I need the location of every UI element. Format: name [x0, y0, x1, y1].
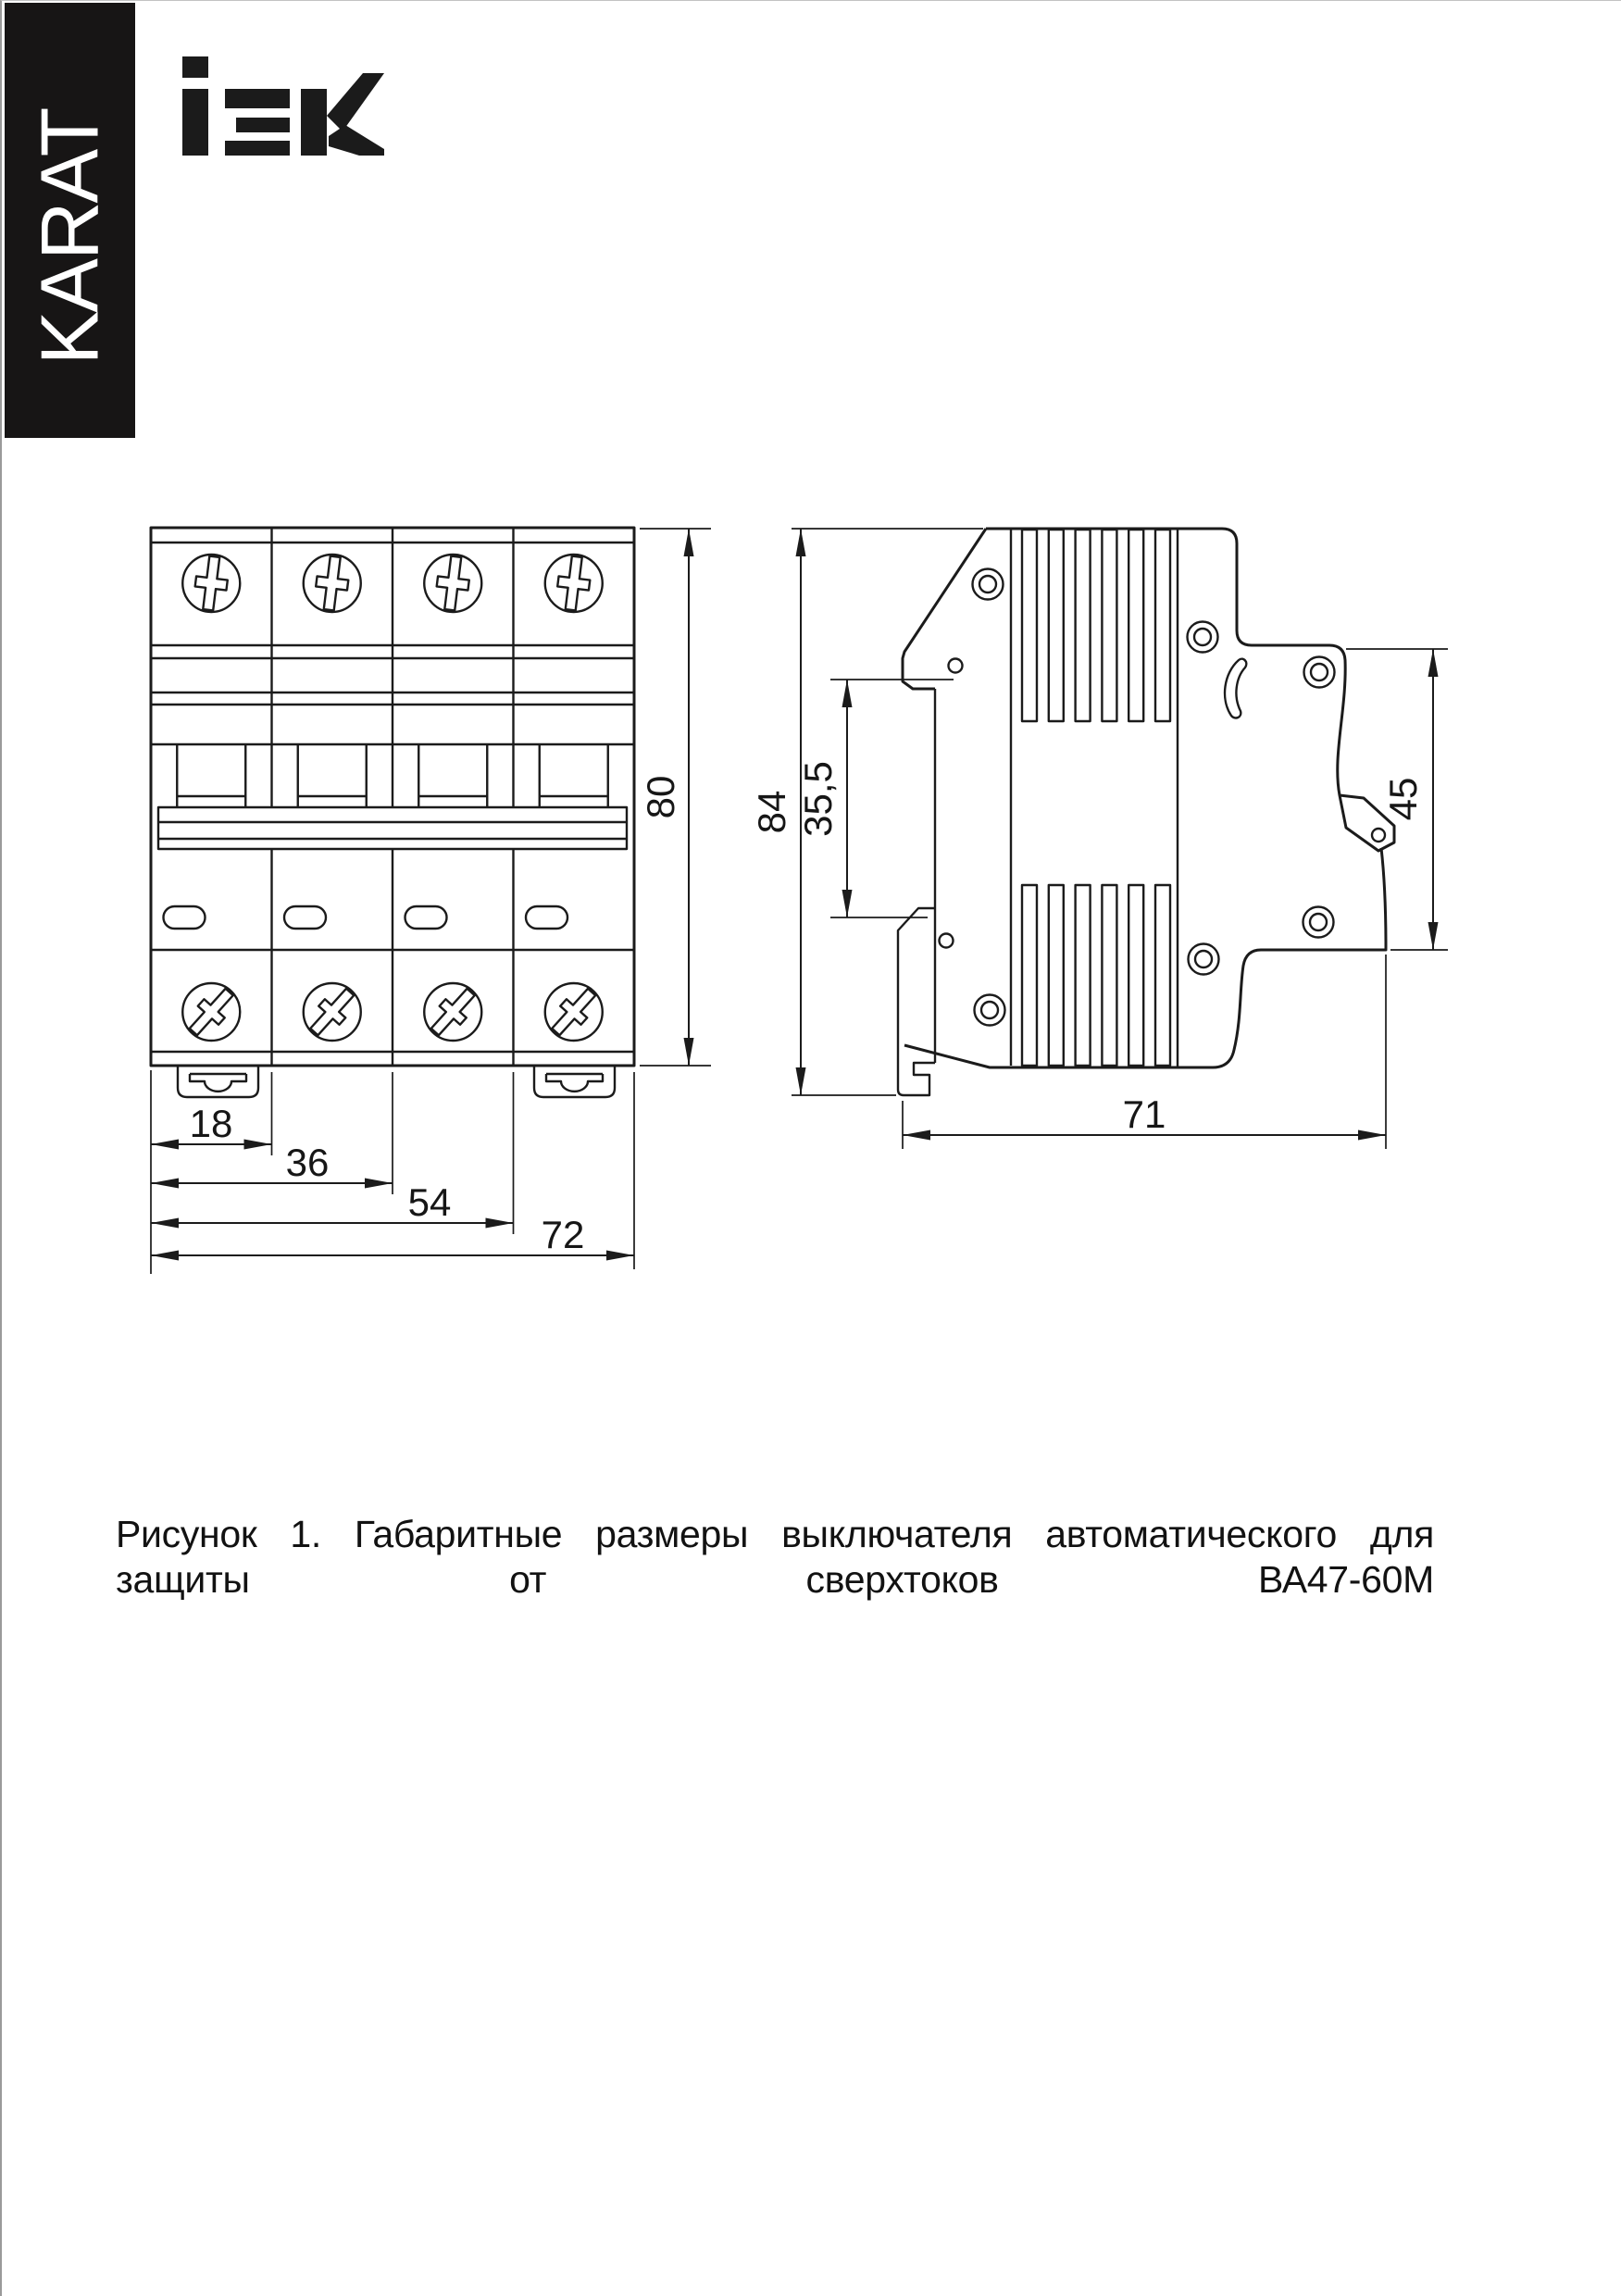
dim-label-35-5: 35,5	[796, 761, 840, 837]
side-view-drawing	[898, 529, 1394, 1095]
vent-slats-bottom	[1022, 885, 1170, 1066]
dim-label-18: 18	[189, 1102, 233, 1145]
din-clip-right	[534, 1066, 615, 1097]
dim-label-54: 54	[407, 1180, 452, 1224]
dim-label-71: 71	[1122, 1092, 1166, 1136]
latch-hole	[1372, 829, 1385, 842]
indicator-windows	[164, 906, 568, 929]
dim-label-45: 45	[1381, 777, 1425, 821]
front-view-dimensions	[151, 529, 711, 1274]
handle-tie-bar	[158, 807, 627, 849]
din-clip-left	[178, 1066, 258, 1097]
figure-caption: Рисунок 1. Габаритные размеры выключателя автоматического для защиты от сверхтоков ВА47-60М	[116, 1513, 1434, 1602]
dim-label-80: 80	[639, 775, 682, 819]
crescent-slot	[1225, 659, 1246, 718]
rivets	[973, 569, 1335, 1026]
dim-label-36: 36	[285, 1141, 330, 1184]
dim-label-72: 72	[541, 1213, 585, 1256]
pin-hole-bottom	[940, 934, 954, 948]
pin-hole-top	[949, 659, 963, 673]
side-view-dimensions	[750, 529, 1448, 1149]
front-view-drawing	[151, 528, 634, 1097]
vent-slats-top	[1022, 530, 1170, 721]
karat-banner-text: KARAT	[23, 108, 116, 366]
dimensional-drawing	[2, 1, 1621, 1390]
dim-label-84: 84	[750, 790, 793, 834]
